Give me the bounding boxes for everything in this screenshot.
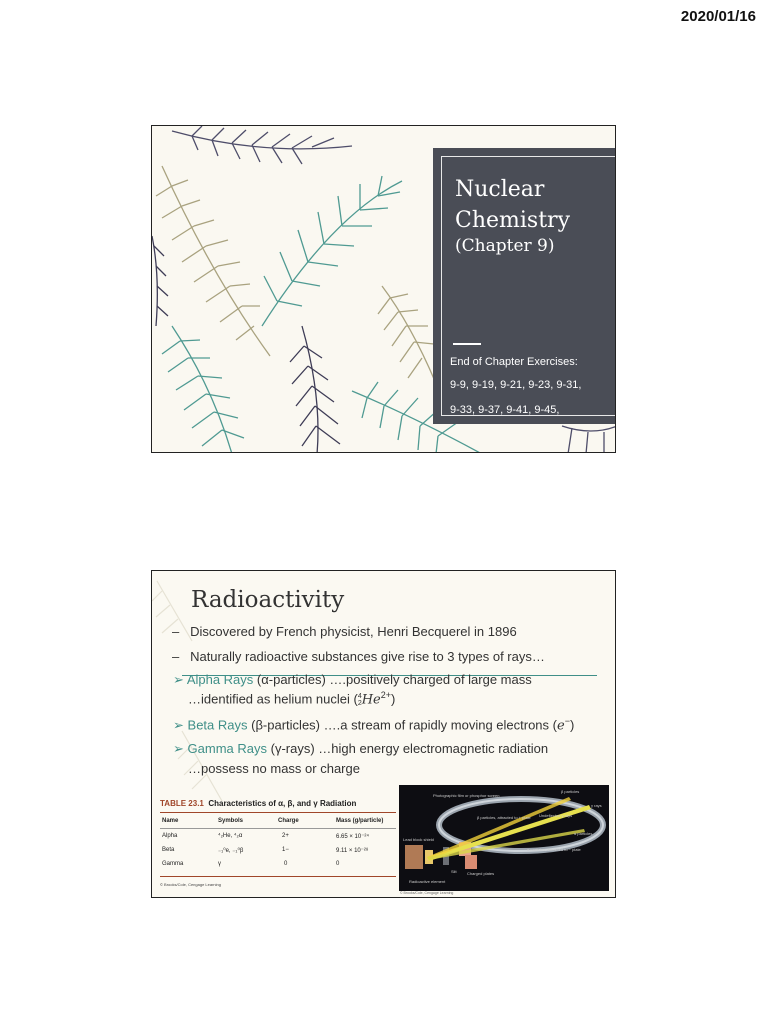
fig-label-alpha-attracted: α particles, attracted to − plate xyxy=(527,847,581,852)
gamma-rays-label: Gamma Rays xyxy=(187,741,267,756)
helium-charge: 2+ xyxy=(380,690,392,700)
exercises-label: End of Chapter Exercises: xyxy=(450,356,578,368)
arrow-bullet-icon: ➢ xyxy=(173,717,184,733)
slide-title: Radioactivity xyxy=(191,587,345,613)
bullet-alpha-2: …identified as helium nuclei ( 4 2 $He^{2+}$) xyxy=(188,690,396,708)
helium-symbol: He xyxy=(361,692,381,708)
fig-label-alpha: α particles xyxy=(574,831,593,836)
table-cell: 0 xyxy=(336,861,340,867)
figure-credit: © Brooks/Cole, Cengage Learning xyxy=(400,891,454,895)
table-cell: ⁴₂He, ⁴₂α xyxy=(218,833,243,839)
table-caption xyxy=(160,799,356,808)
table-cell: γ xyxy=(218,861,221,867)
table-cell: Gamma xyxy=(162,861,184,867)
slide-radioactivity xyxy=(151,570,616,898)
exercises-block xyxy=(450,351,610,422)
alpha-desc: (α-particles) ….positively charged of large mass xyxy=(253,672,532,687)
title-panel xyxy=(433,148,616,424)
table-header: Name xyxy=(162,818,179,824)
slide-subtitle: (Chapter 9) xyxy=(455,236,555,256)
electron-symbol: e xyxy=(556,718,565,734)
bullet-text: Discovered by French physicist, Henri Becquerel in 1896 xyxy=(190,624,517,639)
table-title: Characteristics of α, β, and γ Radiation xyxy=(208,799,357,808)
title-line-2: Chemistry xyxy=(455,208,570,233)
table-cell: 0 xyxy=(284,861,288,867)
fig-label-film: Photographic film or phosphor screen xyxy=(433,793,500,798)
exercises-line-1: 9-9, 9-19, 9-21, 9-23, 9-31, xyxy=(450,379,582,391)
page-date: 2020/01/16 xyxy=(680,8,756,25)
bullet-gamma xyxy=(173,741,548,757)
alpha-rays-label: Alpha Rays xyxy=(186,672,254,687)
fig-label-plates: Charged plates xyxy=(467,871,495,876)
table-credit: © Brooks/Cole, Cengage Learning xyxy=(160,882,221,887)
beta-desc: (β-particles) ….a stream of rapidly moving electrons ( xyxy=(247,717,557,733)
accent-dash xyxy=(453,343,481,345)
title-line-1: Nuclear xyxy=(455,177,545,202)
bullet-gamma-2: …possess no mass or charge xyxy=(188,761,360,776)
table-rule-top xyxy=(160,812,396,813)
bullet-beta: ➢ Beta Rays (β-particles) ….a stream of rapidly moving electrons (e−) xyxy=(173,716,575,734)
alpha-desc-2: …identified as helium nuclei ( xyxy=(188,691,358,707)
fig-label-slit: Slit xyxy=(451,869,457,874)
table-cell: 9.11 × 10⁻²⁸ xyxy=(336,848,369,854)
table-number: TABLE 23.1 xyxy=(160,799,204,808)
table-cell: 1− xyxy=(282,847,289,853)
table-rule-bottom xyxy=(160,876,396,877)
fig-label-gamma: γ rays xyxy=(591,803,602,808)
radiation-deflection-figure xyxy=(399,785,609,891)
bullet-three-rays: – Naturally radioactive substances give rise to 3 types of rays… xyxy=(172,649,545,664)
slide-title xyxy=(151,125,616,453)
table-cell: Beta xyxy=(162,847,175,853)
fig-label-element: Radioactive element xyxy=(409,879,446,884)
exercises-line-2: 9-33, 9-37, 9-41, 9-45, xyxy=(450,404,560,416)
fig-label-beta-attracted: β particles, attracted to + plate xyxy=(477,815,531,820)
table-rule-header xyxy=(160,828,396,829)
radiation-table xyxy=(160,796,398,891)
fig-label-beta: β particles xyxy=(561,789,580,794)
table-header: Symbols xyxy=(218,818,244,824)
table-cell: 2+ xyxy=(282,833,289,839)
bullet-text: Naturally radioactive substances give rise to 3 types of rays… xyxy=(190,649,545,664)
table-cell: Alpha xyxy=(162,833,178,839)
arrow-bullet-icon: ➢ xyxy=(173,672,184,687)
slide-title-text xyxy=(455,174,570,236)
gamma-desc: (γ-rays) …high energy electromagnetic radiation xyxy=(267,741,549,756)
table-header: Mass (g/particle) xyxy=(336,818,384,824)
fig-label-lead: Lead block shield xyxy=(403,837,434,842)
fig-label-undeflected: Undeflected γ rays xyxy=(539,813,573,818)
table-cell: 6.65 × 10⁻²⁴ xyxy=(336,834,369,840)
table-cell: ₋₁⁰e, ₋₁⁰β xyxy=(218,848,244,854)
bullet-becquerel: – Discovered by French physicist, Henri Becquerel in 1896 xyxy=(172,624,517,639)
arrow-bullet-icon: ➢ xyxy=(173,741,184,756)
beta-rays-label: Beta Rays xyxy=(187,717,248,733)
table-header: Charge xyxy=(278,818,299,824)
bullet-alpha xyxy=(173,672,532,688)
